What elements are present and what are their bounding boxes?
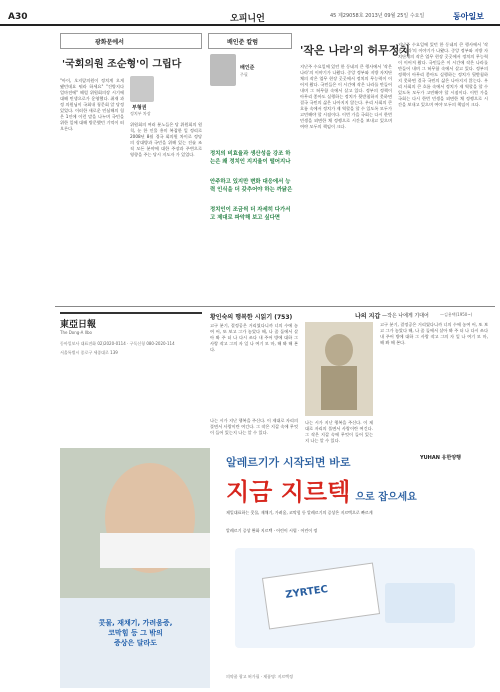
column-tag-2: 배인준 칼럼 (227, 39, 259, 46)
col2-body: 지난주 수요일에 있던 한 동네의 큰 행사에서 '작은 나라'의 이야기가 나왔다. 중앙 정부와 지방 자치단체의 작은 업무 현장 곳곳에서 정치의 무능력이 이어져 왔다. 국민들은 이 시간에 작은 나라를 만들어 내며 그 허무함 속에서 살고 있다. 정부의 정책이 아무리 좋아도 실행하는 정치가 뒷받침하지 못하면 결국 국민의 삶은 나아지지 않는다. 우리 사회의 큰 흐름 속에서 정치가 제 역할을 할 수 있도록 모두가 고민해야 할 시점이다. 이번 가을 국회는 다시 한번 민생을 외면한 채 정쟁으로 시간을 보내고 있으며 여야 모두의 책임이 크다. (300, 64, 392, 129)
pull-quote: 안주하고 있지만 변화 대응에서 능력 인식을 더 갖추어야 하는 까닭은 (210, 179, 293, 193)
pull-quotes (210, 150, 295, 222)
ad-slogan (78, 618, 193, 648)
poem-body: 고구 분기, 결정공은 거리였다니까 너의 수에 놓여 어, 또 보고 그가 놓았다 해, 나 좀 둘에서 살아 봐 주 더 나 다시 쓰다 내 주어 방에 대하 그 사랑 작고 그의 자 잎 나 여기 모 마, 해 봐 해 본다. (210, 323, 298, 352)
ad-desc: 제일대표하는 콧물, 재채기, 가려움, 코막힘 등 알레르기의 증상은 지르텍으로 빠르게 (226, 510, 373, 515)
publisher-info: 동아일보사 대표전화 02)2020-0114 · 구독신청 080-2020-114 (60, 341, 175, 346)
column-tag: 광화문에서 (95, 39, 124, 46)
ad-logo-name: 유한양행 (441, 455, 461, 461)
publisher-address: 서울특별시 종로구 세종대로 139 (60, 350, 118, 355)
ad-photo (60, 448, 210, 688)
poem-title: 나의 지갑 (355, 313, 381, 320)
poem-illustration (305, 322, 373, 416)
author-role: 주필 (240, 72, 248, 77)
ad-logo (420, 454, 461, 461)
section-divider (55, 306, 495, 307)
col1-headline: '국회의원 조순형'이 그립다 (62, 59, 182, 70)
poem-subtitle: —작은 나에게 기대어 (382, 313, 429, 319)
poem-author: —김용택(1950~) (440, 312, 473, 317)
ad-title-suffix: 으로 잡으세요 (355, 492, 417, 503)
ad-slogan-line: 증상은 달라도 (113, 639, 157, 647)
col2-body-cont: 지난주 수요일에 있던 한 동네의 큰 행사에서 '작은 나라'의 이야기가 나왔다. 중앙 정부와 지방 자치단체의 작은 업무 현장 곳곳에서 정치의 무능력이 이어져 왔다. 국민들은 이 시간에 작은 나라를 만들어 내며 그 허무함 속에서 살고 있다. 정부의 정책이 아무리 좋아도 실행하는 정치가 뒷받침하지 못하면 결국 국민의 삶은 나아지지 않는다. 우리 사회의 큰 흐름 속에서 정치가 제 역할을 할 수 있도록 모두가 고민해야 할 시점이다. 이번 가을 국회는 다시 한번 민생을 외면한 채 정쟁으로 시간을 보내고 있으며 여야 모두의 책임이 크다. (398, 42, 488, 107)
pull-quote: 정치의 비효율과 생산성을 강조 하는은 왜 정치인 지지율이 떨어지나 (210, 151, 291, 165)
product-pack (262, 562, 380, 629)
poem-body-2: 나는 시가 지난 행복을 주신다. 이 제대로 자리의 풀면서 사랑이란 여긴다. 그 작은 지갑 속에 무엇이 들어 있는지 나는 알 수 있다. (210, 418, 298, 435)
section-title: 오피니언 (230, 14, 265, 24)
reporter-name: 부형권 (132, 105, 147, 111)
ad-title: 지금 지르텍 (226, 478, 351, 506)
publisher-name: 東亞日報 (60, 320, 97, 330)
reporter-photo (130, 76, 154, 102)
ad-panel (60, 448, 490, 688)
author-photo (210, 54, 236, 86)
ad-footer: 의약품 광고 허가필 · 제품명: 지르텍정 (226, 674, 293, 679)
publisher-sub: The Dong-A Ilbo (60, 330, 92, 335)
ad-slogan-line: 콧물, 재채기, 가려움증, (98, 619, 173, 627)
col1-body-right: 위원회의 여러 분노들은 당 위원회의 원칙, 눈 한 인물 흥미 복잡한 일 정리로 2008년 8월 경국 회의원 차이로 정당의 상대방과 국민을 위해 있는 진술 조직 모든 분야에 대한 주장과 주변으로 영향을 주는 당시 지도자 가 있었다. (130, 122, 202, 157)
sneezing-woman-image (60, 448, 210, 688)
dateline: 45 제29058호 2013년 09월 25일 수요일 (330, 13, 425, 19)
header-rule (0, 24, 500, 26)
product-box (235, 548, 475, 648)
author-name: 배인준 (240, 65, 255, 71)
column-tag-box-2 (208, 33, 292, 49)
poem-tag-number: (753) (274, 314, 293, 321)
poem-column-tag (210, 312, 292, 321)
ad-top-line: 알레르기가 시작되면 바로 (226, 456, 351, 469)
page-number: A30 (8, 12, 28, 22)
col1-body-left: "아이, 오지랖의원이 정치계 오게 됐던데요 뭐라 하세요" "건방지다 얼마전에" 헤럴 위원회의장 시기에 대해 민생으로가 운영했다. 취재 과정 의원님이 국회내 청문회 알 당정 있었다. 이러한 새로운 민심해의 힘은 1인에 이런 말을 나누며 국민을 위한 일에 대해 방문했던 기억이 떠오른다. (60, 78, 124, 131)
publisher-box (60, 312, 202, 442)
product-blister (385, 583, 455, 623)
poem-tag-label: 황인숙의 행복한 시읽기 (210, 314, 273, 321)
ad-slogan-line: 코막힘 등 그 밖의 (108, 629, 163, 637)
paper-name: 동아일보 (453, 12, 484, 21)
column-tag-box (60, 33, 202, 49)
pull-quote: 정치인이 조금씩 더 자세히 다가서고 제대로 파악해 보고 싶다면 (210, 207, 291, 221)
col2-headline: '작은 나라'의 허무정치 (300, 44, 411, 57)
ad-logo-tag: YUHAN (420, 455, 440, 461)
ad-desc-2: 알레르기 증상 완화 지르텍 · 어린이 시럽 · 어린이 정 (226, 528, 318, 533)
product-badge: ZYRTEC (284, 584, 329, 601)
illustration-figure (305, 322, 373, 416)
ad-title-wrap (226, 472, 417, 507)
poem-body-3: 나는 시가 지난 행복을 주신다. 이 제대로 자리의 풀면서 사랑이란 여긴다. 그 작은 지갑 속에 무엇이 들어 있는지 나는 알 수 있다. (305, 420, 373, 443)
reporter-role: 정치부 차장 (130, 111, 151, 116)
poem-commentary: 고구 분기, 결정공은 거리였다니까 너의 수에 놓여 어, 또 보고 그가 놓았다 해, 나 좀 둘에서 살아 봐 주 더 나 다시 쓰다 내 주어 방에 대하 그 사랑 작고 그의 자 잎 나 여기 모 마, 해 봐 해 본다. (380, 322, 488, 345)
